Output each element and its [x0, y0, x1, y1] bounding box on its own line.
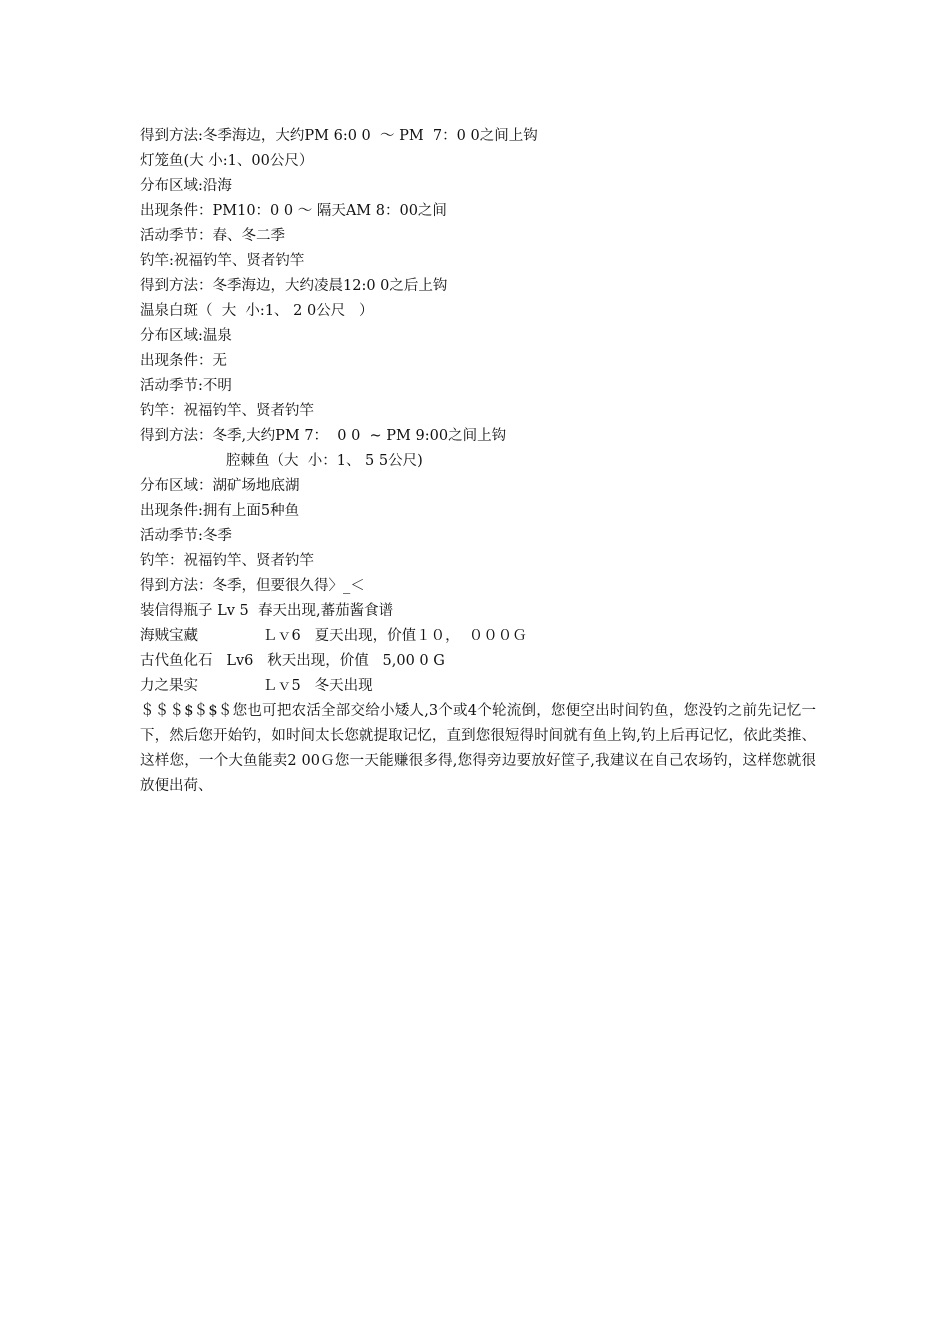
tip-paragraph: ＄＄＄$＄$＄您也可把农活全部交给小矮人,3个或4个轮流倒，您便空出时间钓鱼，您没钓之前先记忆一下，然后您开始钓，如时间太长您就提取记忆，直到您很短得时间就有鱼上钩,钓上后再记忆，依此类推、这样您，一个大鱼能卖2 00Ｇ您一天能赚很多得,您得旁边要放好筐子,我建议在自己农场钓，这样您就很放便出荷、	[140, 703, 816, 794]
text-line: 分布区域：湖矿场地底湖	[140, 478, 300, 494]
text-line: 温泉白斑（ 大 小:1、 2 0公尺 ）	[140, 303, 374, 319]
text-line: 装信得瓶子 Lv 5 春天出现,蕃茄酱食谱	[140, 603, 394, 619]
text-line: 钓竿：祝福钓竿、贤者钓竿	[140, 403, 314, 419]
text-line: 活动季节：春、冬二季	[140, 228, 285, 244]
text-line: 力之果实 Ｌｖ5 冬天出现	[140, 678, 373, 694]
text-line-indented: 腔棘鱼（大 小：1、 5 5公尺)	[226, 453, 423, 469]
text-line: 分布区域:温泉	[140, 328, 232, 344]
text-line: 出现条件：PM10：0 0 ～ 隔天AM 8：00之间	[140, 203, 447, 219]
text-line: 得到方法：冬季海边，大约凌晨12:0 0之后上钩	[140, 278, 448, 294]
text-line: 海贼宝藏 Ｌｖ6 夏天出现，价值１０， ０００Ｇ	[140, 628, 527, 644]
text-line: 出现条件：无	[140, 353, 227, 369]
text-line: 得到方法:冬季海边，大约PM 6:0 0 ～ PM 7：0 0之间上钩	[140, 128, 538, 144]
text-line: 得到方法：冬季，但要很久得〉_＜	[140, 578, 365, 594]
text-line: 活动季节:冬季	[140, 528, 232, 544]
text-line: 分布区域:沿海	[140, 178, 232, 194]
document-body	[140, 124, 820, 799]
text-line: 钓竿：祝福钓竿、贤者钓竿	[140, 553, 314, 569]
text-line: 灯笼鱼(大 小:1、00公尺）	[140, 153, 314, 169]
text-line: 古代鱼化石 Lv6 秋天出现，价值 5,00 0 G	[140, 653, 445, 669]
text-line: 出现条件:拥有上面5种鱼	[140, 503, 300, 519]
text-line: 钓竿:祝福钓竿、贤者钓竿	[140, 253, 305, 269]
text-line: 活动季节:不明	[140, 378, 232, 394]
text-line: 得到方法：冬季,大约PM 7： 0 0 ~ PM 9:00之间上钩	[140, 428, 507, 444]
